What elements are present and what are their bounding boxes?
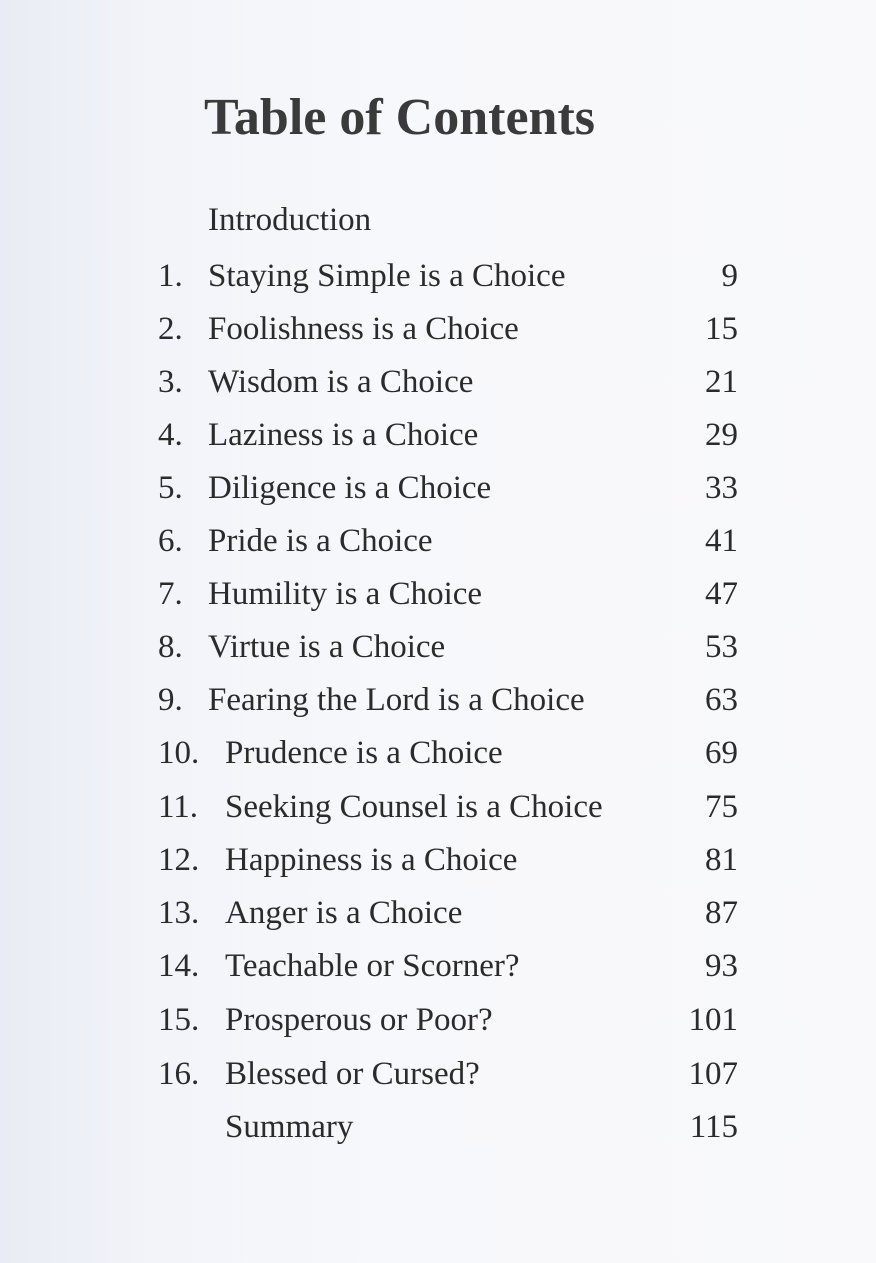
toc-entry [0, 735, 876, 779]
toc-entry-page: 75 [705, 789, 738, 825]
toc-entry-number: 8. [158, 629, 183, 665]
toc-entry-label: Foolishness is a Choice [208, 311, 519, 347]
toc-entry-number: 12. [158, 842, 200, 878]
toc-entry-label: Happiness is a Choice [225, 842, 518, 878]
toc-entry [0, 789, 876, 833]
toc-entry-page: 41 [705, 523, 738, 559]
toc-entry-page: 63 [705, 682, 738, 718]
toc-entry-number: 13. [158, 895, 200, 931]
toc-entry [0, 364, 876, 408]
toc-entry [0, 523, 876, 567]
toc-entry [0, 948, 876, 992]
toc-entry-number: 14. [158, 948, 200, 984]
toc-entry-label: Seeking Counsel is a Choice [225, 789, 603, 825]
toc-entry-page: 15 [705, 311, 738, 347]
toc-entry [0, 629, 876, 673]
toc-entry [0, 1056, 876, 1100]
toc-entry [0, 258, 876, 302]
toc-entry-number: 2. [158, 311, 183, 347]
toc-entry-number: 1. [158, 258, 183, 294]
toc-entry-label: Wisdom is a Choice [208, 364, 474, 400]
toc-entry-number: 16. [158, 1056, 200, 1092]
toc-entry-page: 29 [705, 417, 738, 453]
toc-entry-number: 5. [158, 470, 183, 506]
toc-entry [0, 895, 876, 939]
toc-summary [0, 1109, 876, 1153]
toc-summary-label: Summary [225, 1109, 354, 1145]
toc-summary-page: 115 [689, 1109, 738, 1145]
toc-entry-page: 21 [705, 364, 738, 400]
toc-entry-page: 33 [705, 470, 738, 506]
toc-entry-page: 87 [705, 895, 738, 931]
toc-entry-label: Virtue is a Choice [208, 629, 446, 665]
toc-entry-page: 9 [721, 258, 738, 294]
toc-entry-number: 10. [158, 735, 200, 771]
toc-entry [0, 842, 876, 886]
toc-entry [0, 311, 876, 355]
toc-entry [0, 470, 876, 514]
toc-entry [0, 417, 876, 461]
toc-entry-label: Humility is a Choice [208, 576, 483, 612]
toc-entry-number: 4. [158, 417, 183, 453]
toc-entry-page: 53 [705, 629, 738, 665]
toc-entry-label: Pride is a Choice [208, 523, 433, 559]
toc-entry-number: 3. [158, 364, 183, 400]
toc-entry-label: Anger is a Choice [225, 895, 463, 931]
toc-entry-number: 7. [158, 576, 183, 612]
toc-entry-page: 93 [705, 948, 738, 984]
toc-entry-page: 107 [688, 1056, 738, 1092]
toc-entry-page: 81 [705, 842, 738, 878]
toc-entry-label: Staying Simple is a Choice [208, 258, 566, 294]
toc-entry-number: 15. [158, 1002, 200, 1038]
toc-entry-label: Teachable or Scorner? [225, 948, 520, 984]
toc-introduction: Introduction [208, 202, 372, 238]
toc-entry-number: 9. [158, 682, 183, 718]
toc-entry-page: 69 [705, 735, 738, 771]
toc-entry-number: 11. [158, 789, 199, 825]
toc-entry [0, 682, 876, 726]
toc-entry-label: Diligence is a Choice [208, 470, 492, 506]
toc-entry-page: 101 [688, 1002, 738, 1038]
toc-entry-number: 6. [158, 523, 183, 559]
toc-entry-label: Prosperous or Poor? [225, 1002, 493, 1038]
toc-entry-label: Blessed or Cursed? [225, 1056, 480, 1092]
toc-entry-label: Prudence is a Choice [225, 735, 503, 771]
toc-entry [0, 576, 876, 620]
toc-entry-page: 47 [705, 576, 738, 612]
toc-entry-label: Fearing the Lord is a Choice [208, 682, 585, 718]
toc-entry-label: Laziness is a Choice [208, 417, 479, 453]
page-title: Table of Contents [204, 89, 596, 146]
toc-entry [0, 1002, 876, 1046]
